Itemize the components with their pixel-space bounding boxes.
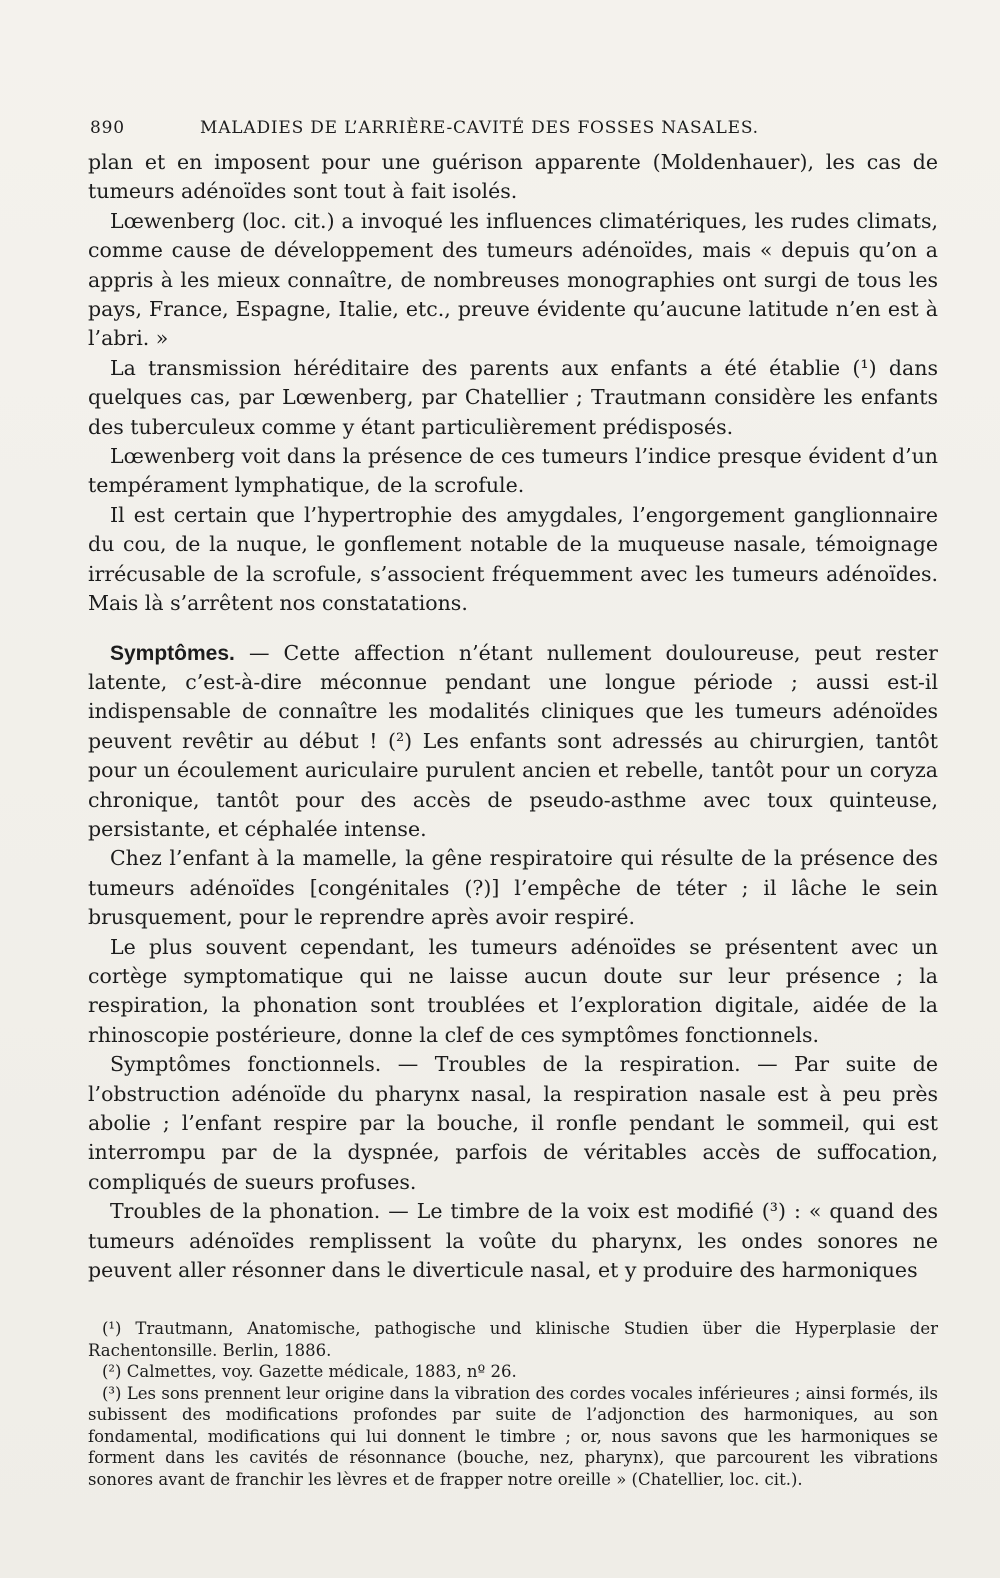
section-paragraph: [88, 639, 938, 845]
page-number: 890: [90, 118, 125, 138]
footnote: (¹) Trautmann, Anatomische, pathogische und klinische Studien über die Hyperplasie der Rachentonsille. Berlin, 1886.: [88, 1319, 938, 1360]
section-heading: Symptômes.: [110, 641, 235, 665]
paragraph: Il est certain que l’hypertrophie des amygdales, l’engorgement ganglionnaire du cou, de la nuque, le gonflement notable de la muqueuse nasale, témoignage irrécusable de la scrofule, s’associent fréquemment avec les tumeurs adénoïdes. Mais là s’arrêtent nos constatations.: [88, 502, 938, 616]
paragraph: Troubles de la phonation. — Le timbre de la voix est modifié (³) : « quand des tumeurs adénoïdes remplissent la voûte du pharynx, les ondes sonores ne peuvent aller résonner dans le diverticule nasal, et y produire des harmoniques: [88, 1199, 938, 1283]
footnotes: [88, 1318, 938, 1490]
running-title: MALADIES DE L’ARRIÈRE-CAVITÉ DES FOSSES NASALES.: [200, 118, 759, 138]
footnote: (²) Calmettes, voy. Gazette médicale, 1883, nº 26.: [102, 1362, 517, 1381]
section-text: — Cette affection n’étant nullement douloureuse, peut rester latente, c’est-à-dire méconnue pendant une longue période ; aussi est-il indispensable de connaître les modalités cliniques que les tumeurs adénoïdes peuvent revêtir au début ! (²) Les enfants sont adressés au chirurgien, tantôt pour un écoulement auriculaire purulent ancien et rebelle, tantôt pour un coryza chronique, tantôt pour des accès de pseudo-asthme avec toux quinteuse, persistante, et céphalée intense.: [88, 640, 938, 841]
paragraph: Lœwenberg voit dans la présence de ces tumeurs l’indice presque évident d’un tempérament lymphatique, de la scrofule.: [88, 444, 938, 498]
paragraph: Lœwenberg (loc. cit.) a invoqué les influences climatériques, les rudes climats, comme cause de développement des tumeurs adénoïdes, mais « depuis qu’on a appris à les mieux connaître, de nombreuses monographies ont surgi de tous les pays, France, Espagne, Italie, etc., preuve évidente qu’aucune latitude n’en est à l’abri. »: [88, 208, 938, 351]
paragraph: Chez l’enfant à la mamelle, la gêne respiratoire qui résulte de la présence des tumeurs adénoïdes [congénitales (?)] l’empêche de téter ; il lâche le sein brusquement, pour le reprendre après avoir respiré.: [88, 846, 938, 930]
footnote: (³) Les sons prennent leur origine dans la vibration des cordes vocales inférieures ; ainsi formés, ils subissent des modifications profondes par suite de l’adjonction des harmoniques, au son fondamental, modifications qui lui donnent le timbre ; or, nous savons que les harmoniques se forment dans les cavités de résonnance (bouche, nez, pharynx), que parcourent les vibrations sonores avant de franchir les lèvres et de frapper notre oreille » (Chatellier, loc. cit.).: [88, 1383, 938, 1489]
paragraph: Le plus souvent cependant, les tumeurs adénoïdes se présentent avec un cortège symptomatique qui ne laisse aucun doute sur leur présence ; la respiration, la phonation sont troublées et l’exploration digitale, aidée de la rhinoscopie postérieure, donne la clef de ces symptômes fonctionnels.: [88, 934, 938, 1047]
paragraph: plan et en imposent pour une guérison apparente (Moldenhauer), les cas de tumeurs adénoïdes sont tout à fait isolés.: [88, 150, 938, 204]
paragraph: Symptômes fonctionnels. — Troubles de la respiration. — Par suite de l’obstruction adénoïde du pharynx nasal, la respiration nasale est à peu près abolie ; l’enfant respire par la bouche, il ronfle pendant le sommeil, qui est interrompu par de la dyspnée, parfois de véritables accès de suffocation, compliqués de sueurs profuses.: [88, 1052, 938, 1194]
main-text: [88, 148, 938, 1285]
paragraph: La transmission héréditaire des parents aux enfants a été établie (¹) dans quelques cas, par Lœwenberg, par Chatellier ; Trautmann considère les enfants des tuberculeux comme y étant particulièrement prédisposés.: [88, 355, 938, 439]
